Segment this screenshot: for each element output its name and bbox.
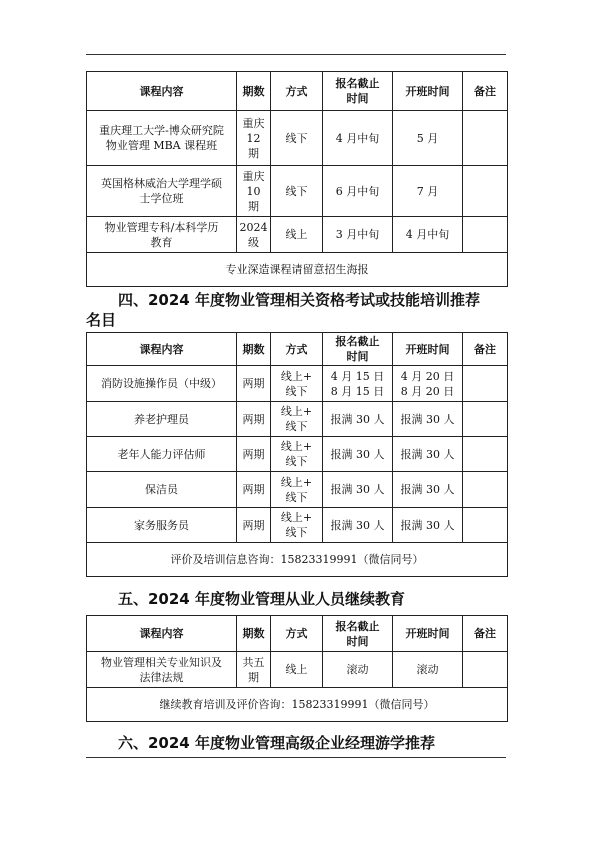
cell-content: 消防设施操作员（中级） xyxy=(87,366,237,402)
cell-period: 重庆 12 期 xyxy=(237,111,271,166)
header-deadline: 报名截止 时间 xyxy=(323,616,393,652)
cell-deadline: 4 月 15 日 8 月 15 日 xyxy=(323,366,393,402)
header-period: 期数 xyxy=(237,333,271,366)
header-start: 开班时间 xyxy=(393,333,463,366)
cell-deadline: 报满 30 人 xyxy=(323,402,393,437)
table-footer-row xyxy=(87,543,508,577)
cell-period: 共五 期 xyxy=(237,652,271,688)
cell-content: 物业管理相关专业知识及 法律法规 xyxy=(87,652,237,688)
cell-start: 7 月 xyxy=(393,166,463,217)
cell-mode: 线下 xyxy=(271,111,323,166)
table-row xyxy=(87,166,508,217)
table-row xyxy=(87,217,508,253)
table-row xyxy=(87,508,508,543)
cell-note xyxy=(463,652,508,688)
cell-content: 重庆理工大学-博众研究院 物业管理 MBA 课程班 xyxy=(87,111,237,166)
cell-start: 5 月 xyxy=(393,111,463,166)
section-heading-4: 四、2024 年度物业管理相关资格考试或技能培训推荐 名目 xyxy=(86,291,480,329)
header-mode: 方式 xyxy=(271,72,323,111)
header-deadline: 报名截止 时间 xyxy=(323,72,393,111)
cell-note xyxy=(463,217,508,253)
cell-deadline: 报满 30 人 xyxy=(323,508,393,543)
cell-mode: 线上 xyxy=(271,217,323,253)
table-header-row xyxy=(87,616,508,652)
bottom-rule xyxy=(86,757,506,758)
cell-start: 滚动 xyxy=(393,652,463,688)
cell-mode: 线上+ 线下 xyxy=(271,402,323,437)
cell-period: 两期 xyxy=(237,472,271,508)
cell-note xyxy=(463,111,508,166)
cell-start: 报满 30 人 xyxy=(393,472,463,508)
cell-note xyxy=(463,166,508,217)
cell-start: 4 月中旬 xyxy=(393,217,463,253)
table-row xyxy=(87,437,508,472)
table-skill-training xyxy=(86,332,508,577)
cell-mode: 线上+ 线下 xyxy=(271,508,323,543)
cell-period: 两期 xyxy=(237,402,271,437)
cell-start: 报满 30 人 xyxy=(393,402,463,437)
table-header-row xyxy=(87,333,508,366)
cell-note xyxy=(463,402,508,437)
cell-content: 老年人能力评估师 xyxy=(87,437,237,472)
cell-period: 重庆 10 期 xyxy=(237,166,271,217)
cell-content: 养老护理员 xyxy=(87,402,237,437)
cell-period: 两期 xyxy=(237,508,271,543)
cell-note xyxy=(463,472,508,508)
table-footer-row xyxy=(87,253,508,287)
header-mode: 方式 xyxy=(271,616,323,652)
cell-period: 两期 xyxy=(237,437,271,472)
header-mode: 方式 xyxy=(271,333,323,366)
cell-start: 4 月 20 日 8 月 20 日 xyxy=(393,366,463,402)
table-row xyxy=(87,111,508,166)
cell-deadline: 6 月中旬 xyxy=(323,166,393,217)
cell-mode: 线上+ 线下 xyxy=(271,472,323,508)
header-note: 备注 xyxy=(463,72,508,111)
cell-note xyxy=(463,437,508,472)
table-row xyxy=(87,652,508,688)
cell-deadline: 滚动 xyxy=(323,652,393,688)
cell-mode: 线下 xyxy=(271,166,323,217)
header-note: 备注 xyxy=(463,616,508,652)
header-content: 课程内容 xyxy=(87,333,237,366)
cell-period: 2024 级 xyxy=(237,217,271,253)
header-content: 课程内容 xyxy=(87,616,237,652)
cell-content: 家务服务员 xyxy=(87,508,237,543)
top-rule xyxy=(86,54,506,55)
cell-deadline: 4 月中旬 xyxy=(323,111,393,166)
table-degree-programs xyxy=(86,71,508,287)
cell-content: 英国格林威治大学理学硕 士学位班 xyxy=(87,166,237,217)
cell-note xyxy=(463,508,508,543)
header-period: 期数 xyxy=(237,616,271,652)
cell-deadline: 3 月中旬 xyxy=(323,217,393,253)
cell-content: 保洁员 xyxy=(87,472,237,508)
section-heading-5: 五、2024 年度物业管理从业人员继续教育 xyxy=(118,590,405,608)
cell-start: 报满 30 人 xyxy=(393,437,463,472)
header-period: 期数 xyxy=(237,72,271,111)
table-row xyxy=(87,402,508,437)
header-note: 备注 xyxy=(463,333,508,366)
header-content: 课程内容 xyxy=(87,72,237,111)
table-row xyxy=(87,472,508,508)
cell-note xyxy=(463,366,508,402)
section-heading-6: 六、2024 年度物业管理高级企业经理游学推荐 xyxy=(118,734,435,752)
table-footer-note: 专业深造课程请留意招生海报 xyxy=(87,253,508,287)
table-header-row xyxy=(87,72,508,111)
table-footer-note: 继续教育培训及评价咨询：15823319991（微信同号） xyxy=(87,688,508,722)
header-start: 开班时间 xyxy=(393,616,463,652)
cell-mode: 线上+ 线下 xyxy=(271,366,323,402)
table-footer-row xyxy=(87,688,508,722)
cell-deadline: 报满 30 人 xyxy=(323,472,393,508)
table-row xyxy=(87,366,508,402)
header-deadline: 报名截止 时间 xyxy=(323,333,393,366)
cell-mode: 线上 xyxy=(271,652,323,688)
table-footer-note: 评价及培训信息咨询：15823319991（微信同号） xyxy=(87,543,508,577)
header-start: 开班时间 xyxy=(393,72,463,111)
table-continuing-education xyxy=(86,615,508,722)
cell-start: 报满 30 人 xyxy=(393,508,463,543)
cell-period: 两期 xyxy=(237,366,271,402)
cell-content: 物业管理专科/本科学历 教育 xyxy=(87,217,237,253)
cell-mode: 线上+ 线下 xyxy=(271,437,323,472)
cell-deadline: 报满 30 人 xyxy=(323,437,393,472)
